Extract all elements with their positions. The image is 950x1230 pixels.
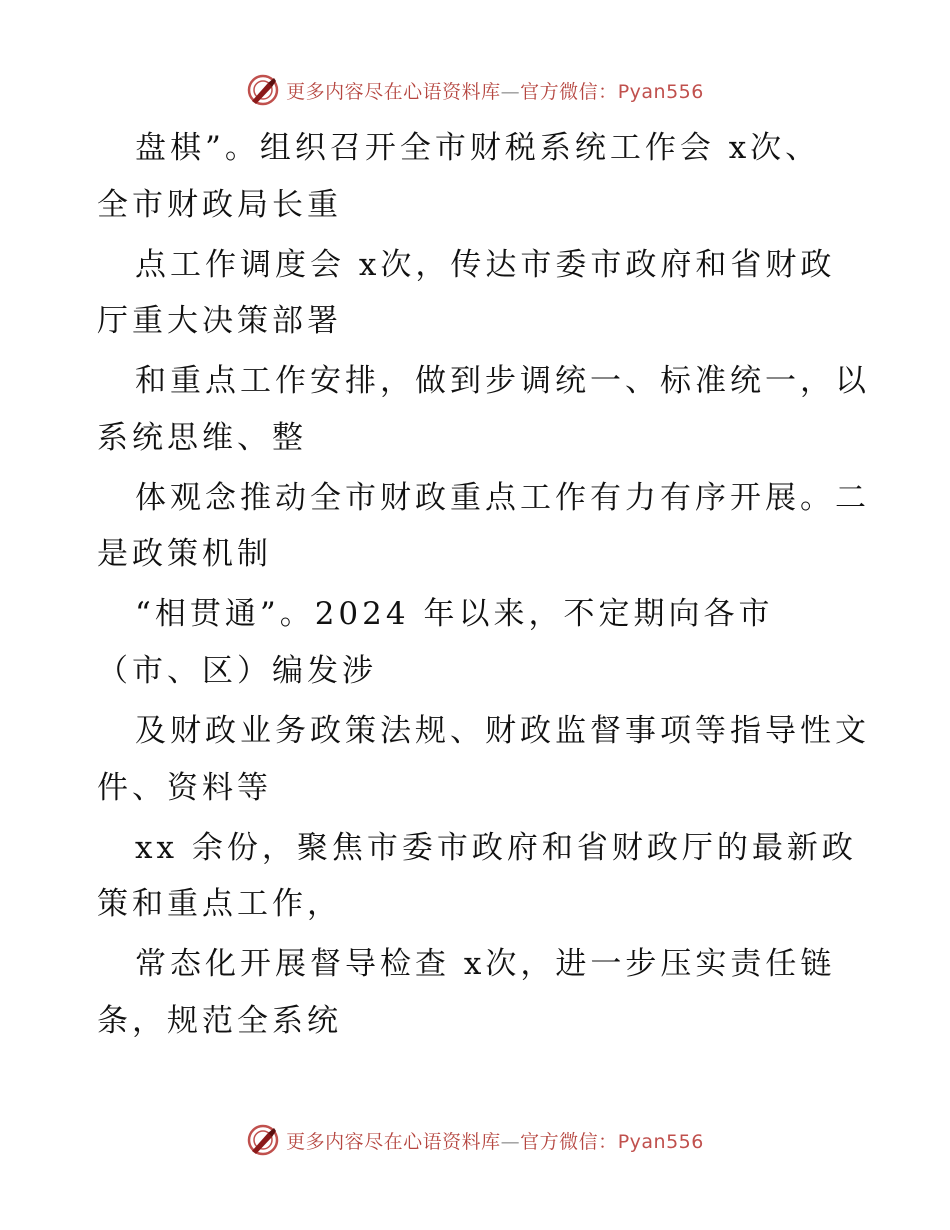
watermark-handle: Pyan556 xyxy=(617,80,704,103)
text-line: 系统思维、整 xyxy=(97,420,307,456)
watermark-separator: — xyxy=(500,1130,521,1153)
footer-watermark xyxy=(0,1120,950,1160)
text-line: “相贯通”。2024 年以来，不定期向各市 xyxy=(135,596,774,632)
watermark-site: 更多内容尽在心语资料库 xyxy=(286,80,501,103)
text-line: 全市财政局长重 xyxy=(97,187,342,223)
text-line: 点工作调度会 x次，传达市委市政府和省财政 xyxy=(135,247,836,283)
text-line: 策和重点工作， xyxy=(97,886,342,922)
watermark-handle: Pyan556 xyxy=(617,1130,704,1153)
text-line: （市、区）编发涉 xyxy=(97,653,377,689)
text-line: 体观念推动全市财政重点工作有力有序开展。二 xyxy=(135,480,870,516)
text-line: 是政策机制 xyxy=(97,536,272,572)
text-line: 盘棋”。组织召开全市财税系统工作会 x次、 xyxy=(135,130,821,166)
watermark-text xyxy=(286,77,704,104)
text-line: 常态化开展督导检查 x次，进一步压实责任链 xyxy=(135,946,836,982)
text-line: 厅重大决策部署 xyxy=(97,303,342,339)
watermark-text xyxy=(286,1127,704,1154)
watermark-separator: — xyxy=(500,80,521,103)
watermark-site: 更多内容尽在心语资料库 xyxy=(286,1130,501,1153)
watermark-wechat-label: 官方微信： xyxy=(520,80,618,103)
pen-logo-icon xyxy=(246,73,280,107)
pen-logo-icon xyxy=(246,1123,280,1157)
text-line: 条，规范全系统 xyxy=(97,1003,342,1039)
text-line: 和重点工作安排，做到步调统一、标准统一，以 xyxy=(135,363,870,399)
watermark-wechat-label: 官方微信： xyxy=(520,1130,618,1153)
header-watermark xyxy=(0,70,950,110)
text-line: 件、资料等 xyxy=(97,770,272,806)
text-line: xx 余份，聚焦市委市政府和省财政厅的最新政 xyxy=(135,830,857,866)
text-line: 及财政业务政策法规、财政监督事项等指导性文 xyxy=(135,713,870,749)
